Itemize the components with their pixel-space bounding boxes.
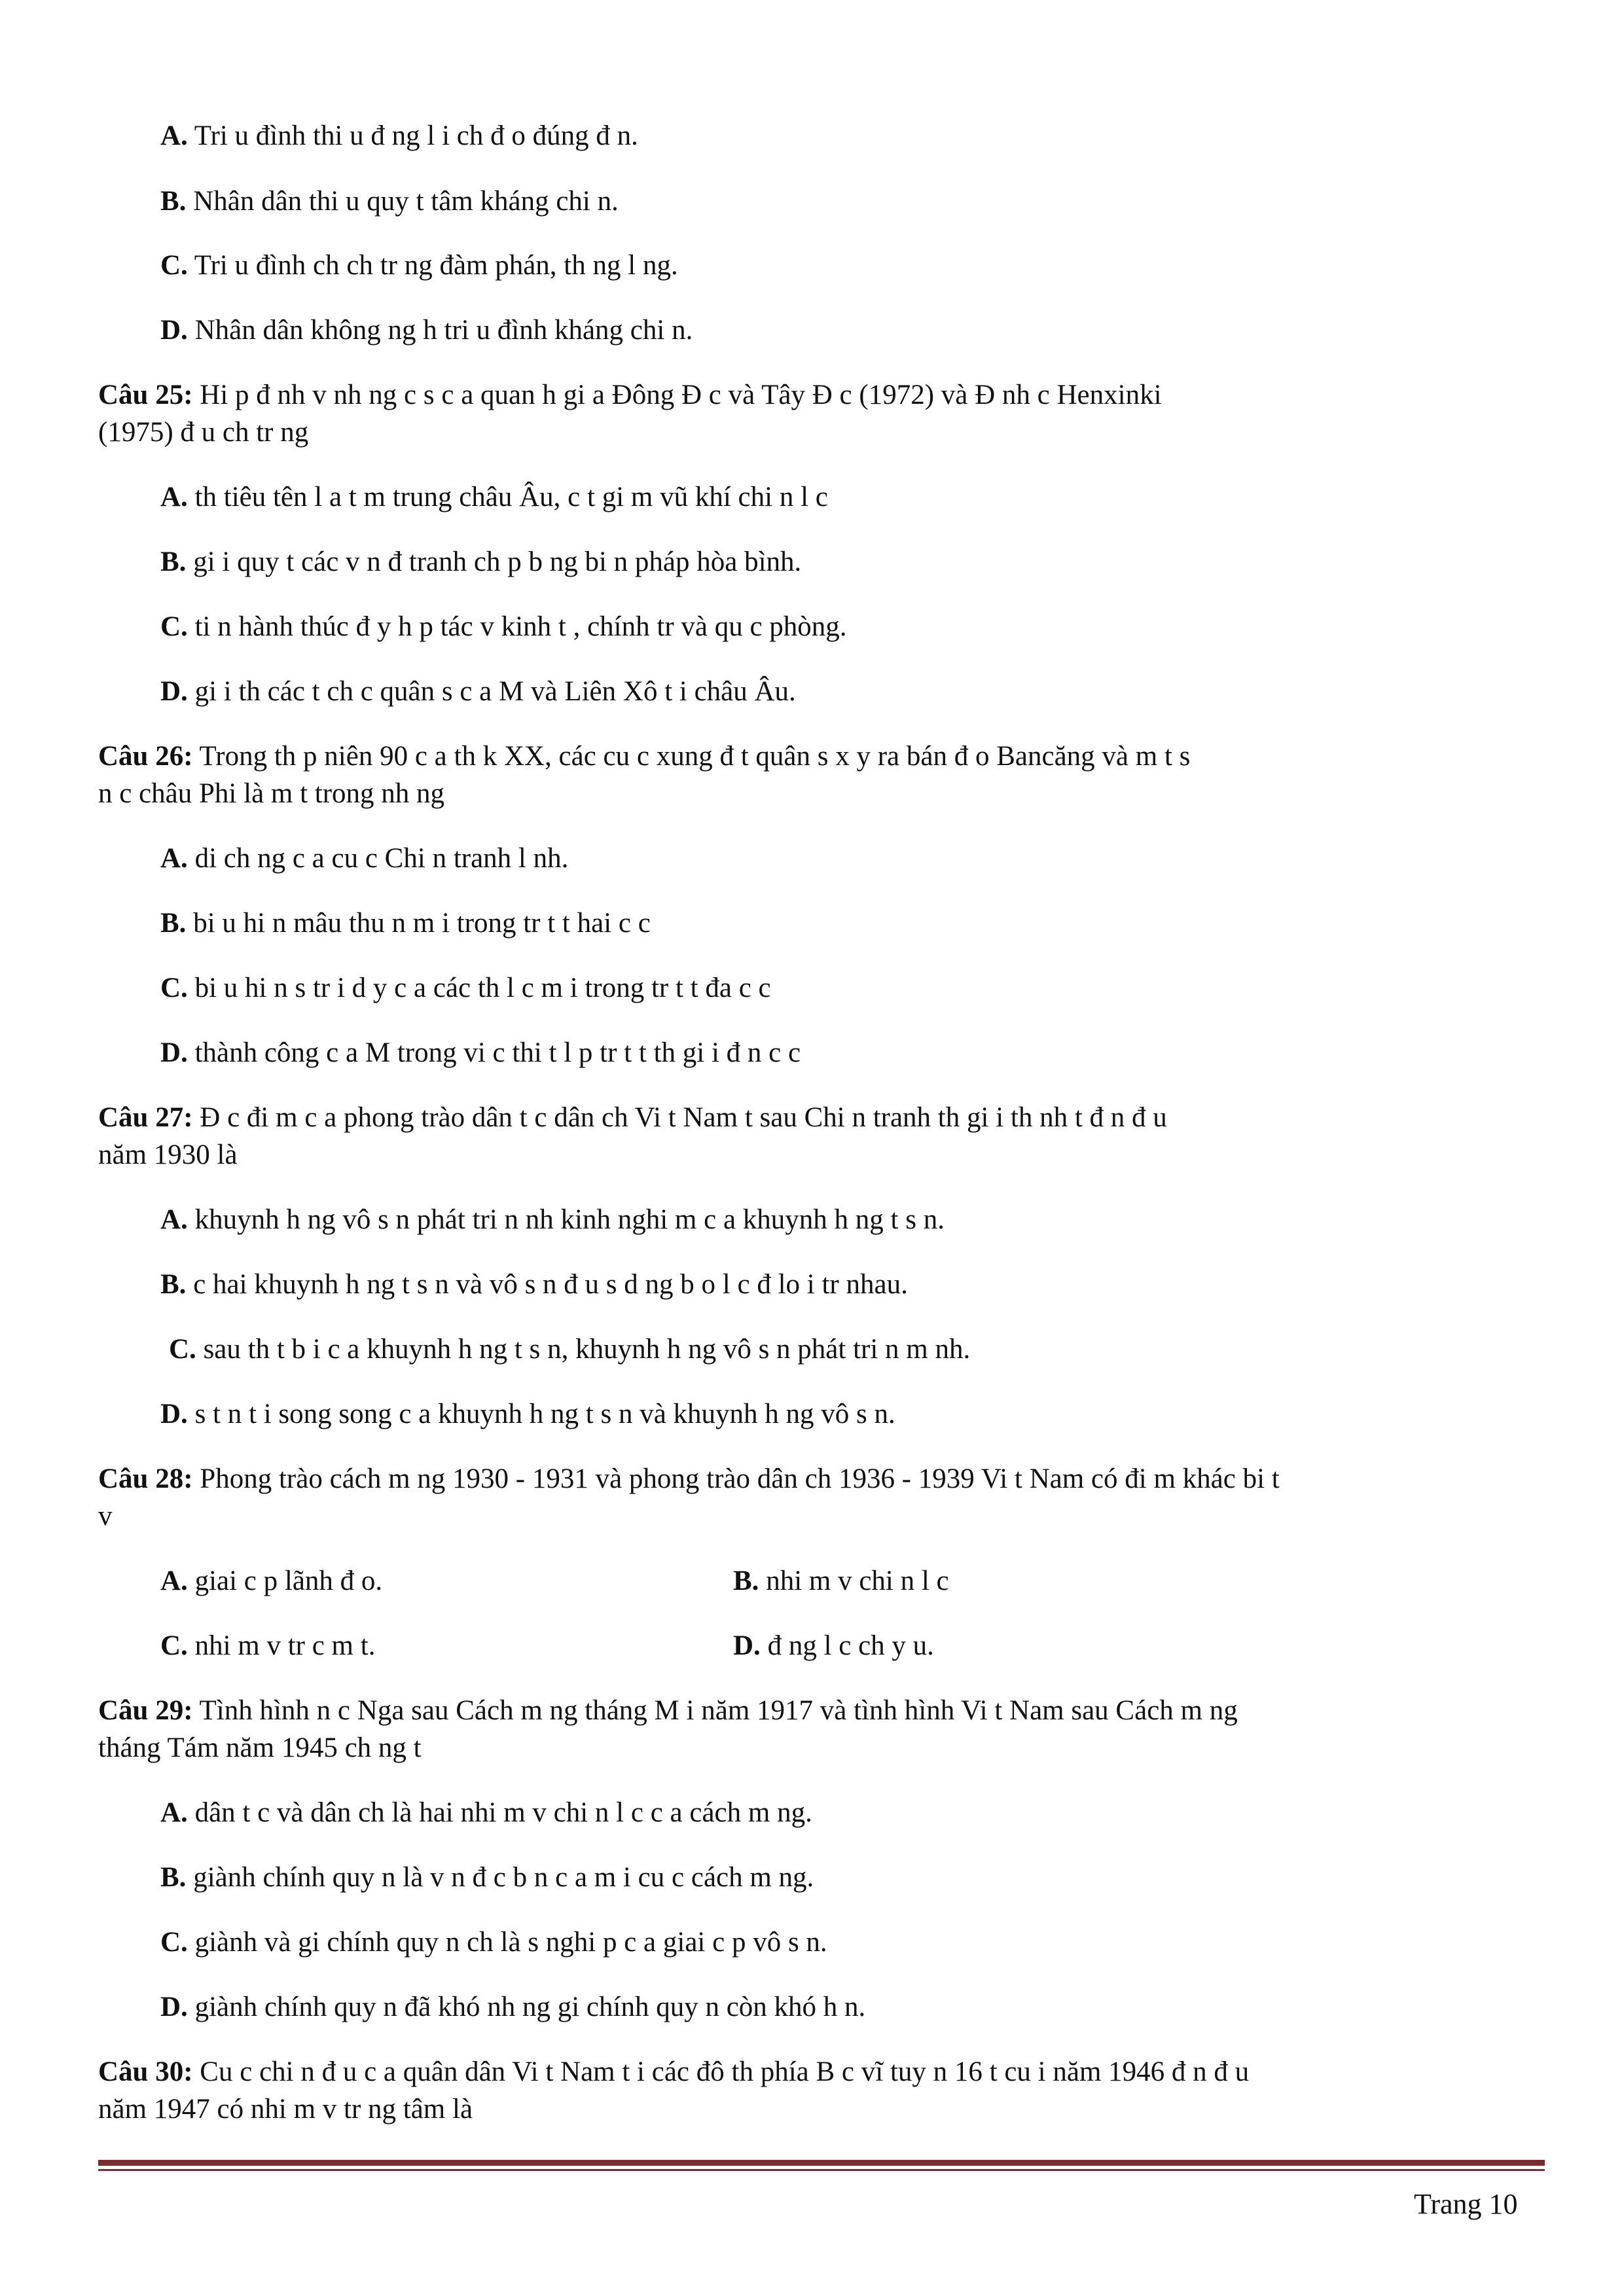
- option-line: A. giai c p lãnh đ o.: [160, 1566, 383, 1596]
- question-stem-continued: năm 1930 là: [98, 1139, 238, 1170]
- option-line: C. ti n hành thúc đ y h p tác v kinh t , chính tr và qu c phòng.: [160, 611, 847, 642]
- question-stem-continued: v: [98, 1501, 113, 1532]
- question-stem: Câu 26: Trong th p niên 90 c a th k XX, các cu c xung đ t quân s x y ra bán đ o Bancăng và m t s: [98, 741, 1191, 772]
- option-line: D. Nhân dân không ng h tri u đình kháng chi n.: [160, 315, 693, 346]
- question-stem-continued: n c châu Phi là m t trong nh ng: [98, 778, 445, 809]
- option-line: C. nhi m v tr c m t.: [160, 1630, 376, 1661]
- option-line: C. sau th t b i c a khuynh h ng t s n, khuynh h ng vô s n phát tri n m nh.: [169, 1334, 971, 1365]
- option-line: C. bi u hi n s tr i d y c a các th l c m i trong tr t t đa c c: [160, 973, 771, 1003]
- footer-rule: [98, 2160, 1545, 2166]
- option-line: A. dân t c và dân ch là hai nhi m v chi n l c c a cách m ng.: [160, 1797, 812, 1828]
- option-line: B. bi u hi n mâu thu n m i trong tr t t hai c c: [160, 908, 651, 939]
- page-number: Trang 10: [1414, 2188, 1518, 2220]
- option-line: A. Tri u đình thi u đ ng l i ch đ o đúng đ n.: [160, 120, 638, 151]
- option-line: D. thành công c a M trong vi c thi t l p tr t t th gi i đ n c c: [160, 1037, 801, 1068]
- option-line: C. giành và gi chính quy n ch là s nghi p c a giai c p vô s n.: [160, 1927, 827, 1958]
- question-stem-continued: năm 1947 có nhi m v tr ng tâm là: [98, 2094, 473, 2125]
- option-line: A. khuynh h ng vô s n phát tri n nh kinh nghi m c a khuynh h ng t s n.: [160, 1204, 945, 1235]
- option-line: D. đ ng l c ch y u.: [733, 1630, 934, 1661]
- question-stem-continued: tháng Tám năm 1945 ch ng t: [98, 1732, 422, 1763]
- footer-rule-thin: [98, 2169, 1545, 2171]
- question-stem: Câu 27: Đ c đi m c a phong trào dân t c dân ch Vi t Nam t sau Chi n tranh th gi i th nh t đ n đ u: [98, 1102, 1167, 1133]
- question-stem: Câu 28: Phong trào cách m ng 1930 - 1931 và phong trào dân ch 1936 - 1939 Vi t Nam có đi m khác bi t: [98, 1463, 1280, 1494]
- question-stem: Câu 29: Tình hình n c Nga sau Cách m ng tháng M i năm 1917 và tình hình Vi t Nam sau Cách m ng: [98, 1695, 1238, 1726]
- option-line: B. Nhân dân thi u quy t tâm kháng chi n.: [160, 186, 619, 217]
- question-stem: Câu 25: Hi p đ nh v nh ng c s c a quan h gi a Đông Đ c và Tây Đ c (1972) và Đ nh c Henxinki: [98, 380, 1162, 410]
- question-stem-continued: (1975) đ u ch tr ng: [98, 417, 309, 448]
- option-line: D. gi i th các t ch c quân s c a M và Liên Xô t i châu Âu.: [160, 676, 796, 707]
- option-line: C. Tri u đình ch ch tr ng đàm phán, th ng l ng.: [160, 250, 678, 281]
- option-line: D. s t n t i song song c a khuynh h ng t s n và khuynh h ng vô s n.: [160, 1399, 895, 1429]
- option-line: A. di ch ng c a cu c Chi n tranh l nh.: [160, 843, 569, 874]
- option-line: D. giành chính quy n đã khó nh ng gi chính quy n còn khó h n.: [160, 1992, 866, 2022]
- option-line: A. th tiêu tên l a t m trung châu Âu, c t gi m vũ khí chi n l c: [160, 482, 828, 512]
- question-stem: Câu 30: Cu c chi n đ u c a quân dân Vi t Nam t i các đô th phía B c vĩ tuy n 16 t cu i năm 1946 đ n đ u: [98, 2056, 1250, 2087]
- option-line: B. nhi m v chi n l c: [733, 1566, 949, 1596]
- option-line: B. gi i quy t các v n đ tranh ch p b ng bi n pháp hòa bình.: [160, 547, 802, 577]
- option-line: B. c hai khuynh h ng t s n và vô s n đ u s d ng b o l c đ lo i tr nhau.: [160, 1269, 908, 1300]
- option-line: B. giành chính quy n là v n đ c b n c a m i cu c cách m ng.: [160, 1862, 814, 1893]
